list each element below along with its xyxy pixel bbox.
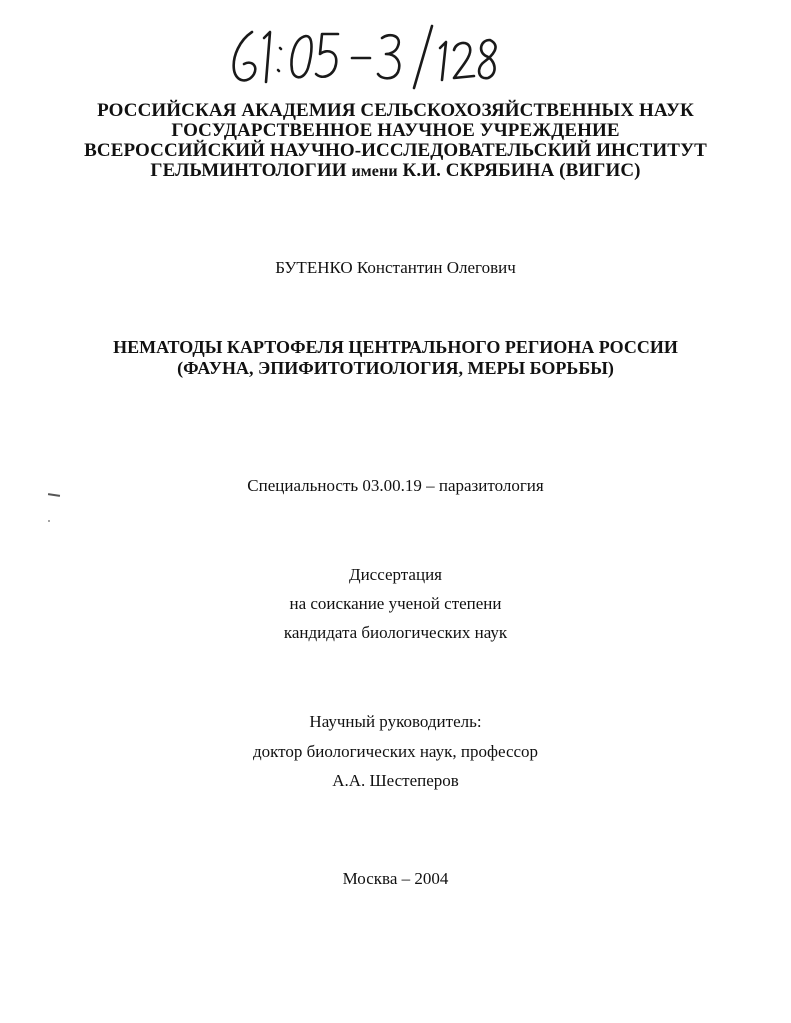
advisor-name: А.А. Шестеперов (332, 771, 459, 790)
advisor-degree: доктор биологических наук, профессор (252, 742, 539, 761)
thesis-title-line-1: НЕМАТОДЫ КАРТОФЕЛЯ ЦЕНТРАЛЬНОГО РЕГИОНА РОССИИ (113, 337, 678, 357)
place-year: Москва – 2004 (342, 869, 449, 888)
institution-line-2: ГОСУДАРСТВЕННОЕ НАУЧНОЕ УЧРЕЖДЕНИЕ (171, 120, 620, 141)
advisor-label: Научный руководитель: (309, 712, 482, 731)
institution-line-4-imeni: имени (351, 163, 398, 180)
author-name: БУТЕНКО Константин Олегович (275, 258, 516, 277)
institution-line-3: ВСЕРОССИЙСКИЙ НАУЧНО-ИССЛЕДОВАТЕЛЬСКИЙ ИНСТИТУТ (84, 140, 707, 161)
thesis-title-line-2: (ФАУНА, ЭПИФИТОТИОЛОГИЯ, МЕРЫ БОРЬБЫ) (177, 358, 614, 378)
dissertation-line-1: Диссертация (348, 565, 442, 584)
handwritten-code-drawing (222, 18, 512, 94)
dissertation-line-2: на соискание ученой степени (289, 594, 502, 613)
institution-line-4-main: ГЕЛЬМИНТОЛОГИИ (150, 160, 347, 181)
institution-line-1: РОССИЙСКАЯ АКАДЕМИЯ СЕЛЬСКОХОЗЯЙСТВЕННЫХ НАУК (97, 100, 694, 121)
specialty: Специальность 03.00.19 – паразитология (247, 476, 544, 495)
handwritten-archive-code (222, 18, 512, 94)
institution-line-4 (0, 160, 791, 182)
institution-line-4-rest: К.И. СКРЯБИНА (ВИГИС) (402, 160, 641, 181)
dissertation-line-3: кандидата биологических наук (283, 623, 508, 642)
scan-speck (48, 520, 50, 522)
